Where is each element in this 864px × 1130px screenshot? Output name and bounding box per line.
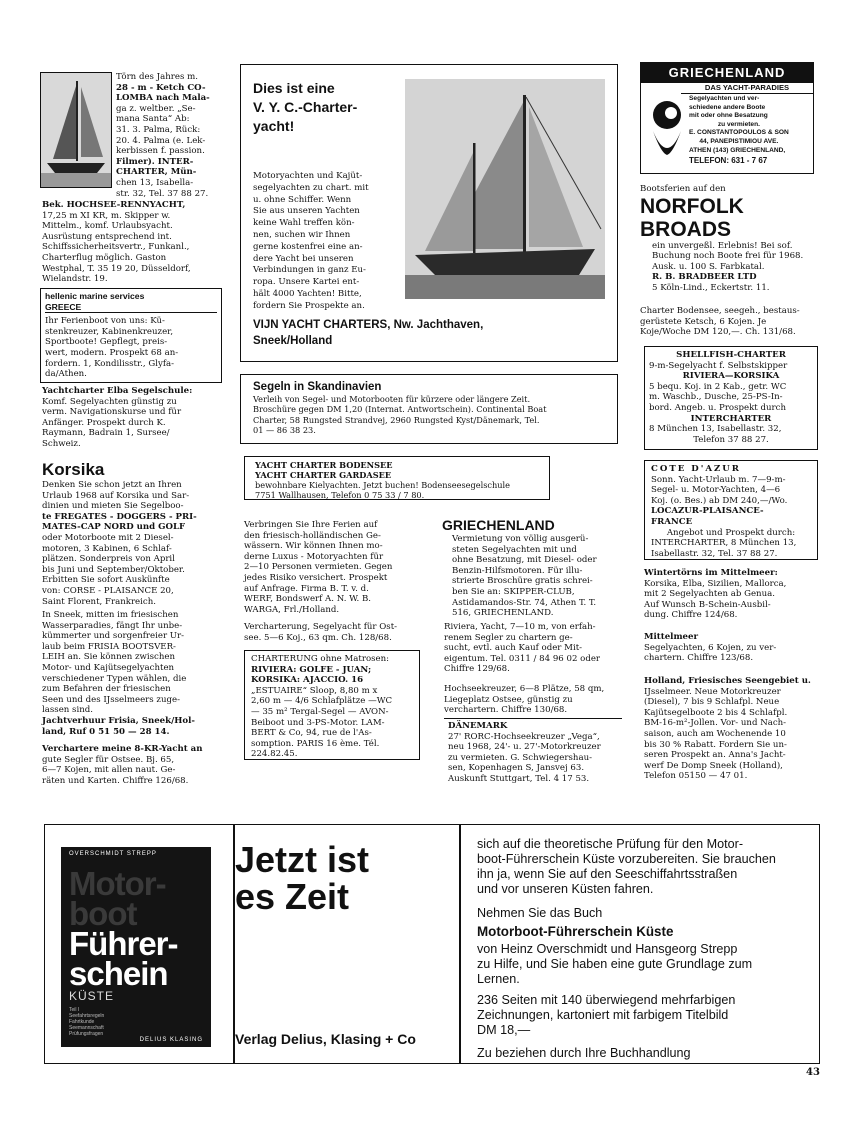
ad-line: — 35 m² Tergal-Segel — AVON- xyxy=(251,706,389,717)
ad-line: te FREGATES - DOGGERS - PRI- xyxy=(42,511,197,522)
ad-line: verchartern. Chiffre 130/68. xyxy=(444,705,568,716)
ad-line: ga z. weltber. „Se- xyxy=(116,103,196,114)
book-text-line: von Heinz Overschmidt und Hansgeorg Strepp xyxy=(477,942,738,956)
ad-line: gerüstete Ketsch, 6 Kojen. Je xyxy=(640,316,767,327)
ketch-icon xyxy=(405,79,605,299)
ad-hellenic-marine xyxy=(40,288,222,383)
ad-sneek-frisia xyxy=(42,610,222,737)
ad-line: Ausrüstung entsprechend int. xyxy=(42,231,172,242)
ad-line: Motoryachten und Kajüt- xyxy=(253,171,363,181)
ad-line: BM-16-m²-Jollen. Vor- und Nach- xyxy=(644,718,787,729)
ad-line: somption. PARIS 16 ème. Tél. xyxy=(251,738,380,749)
book-cover-contents-line: Seemannschaft xyxy=(69,1025,104,1031)
ad-line: auf Anfrage. Firma B. T. v. d. xyxy=(244,583,369,594)
ad-riviera-yacht xyxy=(444,622,622,675)
ad-line: Schweiz. xyxy=(42,438,81,449)
ad-line: Sonn. Yacht-Urlaub m. 7—9-m- xyxy=(651,474,786,485)
ad-title: NORFOLK xyxy=(640,194,744,218)
ad-line: Riviera, Yacht, 7—10 m, von erfah- xyxy=(444,622,596,632)
ad-motorboot-buch xyxy=(44,824,820,1064)
book-headline-line: Jetzt ist xyxy=(235,839,370,880)
ad-line: see. 5—6 Koj., 63 qm. Ch. 128/68. xyxy=(244,632,392,643)
ad-line: mit oder ohne Besatzung xyxy=(689,112,768,120)
ad-line: Komf. Segelyachten günstig zu xyxy=(42,396,177,407)
ad-line: Verbringen Sie Ihre Ferien auf xyxy=(244,520,378,530)
ad-line: renem Segler zu chartern ge- xyxy=(444,632,573,643)
ad-line: werf De Domp Sneek (Holland), xyxy=(644,760,783,771)
ad-line: Urlaub 1968 auf Korsika und Sar- xyxy=(42,490,190,501)
ad-line: Korsika, Elba, Sizilien, Mallorca, xyxy=(644,578,787,589)
ad-line: Denken Sie schon jetzt an Ihren xyxy=(42,480,182,490)
ad-line: neu 1968, 24'- u. 27'-Motorkreuzer xyxy=(448,742,601,753)
ad-cote-azur xyxy=(644,460,818,560)
ad-line: 20. 4. Palma (e. Lek- xyxy=(116,135,206,146)
ad-line: ohne Besatzung, mit Diesel- oder xyxy=(452,555,597,566)
ad-line: segelyachten zu chart. mit xyxy=(253,182,369,193)
ad-line: BERT & Co, 94, rue de l'As- xyxy=(251,728,372,739)
ad-line: Ausk. u. 100 S. Farbkatal. xyxy=(652,261,765,272)
ad-line: sucht, evtl. auch Kauf oder Mit- xyxy=(444,643,583,654)
ad-title: Korsika xyxy=(42,460,105,479)
ad-toern xyxy=(116,72,221,199)
ad-footer-line: Sneek/Holland xyxy=(253,335,333,347)
book-cover-title-line: Motor- xyxy=(69,865,166,902)
ad-line: IJsselmeer. Neue Motorkreuzer xyxy=(644,686,781,697)
ad-line: Buchung noch Boote frei für 1968. xyxy=(652,251,804,262)
ad-line: bewohnbare Kielyachten. Jetzt buchen! Bodenseesegelschule xyxy=(255,480,510,490)
ad-title: YACHT CHARTER GARDASEE xyxy=(255,470,392,480)
ad-line: wert, modern. Prospekt 68 an- xyxy=(45,347,179,358)
ad-line: bord. Angeb. u. Prospekt durch xyxy=(649,402,786,413)
ad-line: 31. 3. Palma, Rück: xyxy=(116,124,201,135)
ad-line: Chiffre 129/68. xyxy=(444,664,510,675)
book-headline-line: es Zeit xyxy=(235,876,350,917)
ad-line: fordern Sie Prospekte an. xyxy=(253,300,365,311)
book-text-line: ihn ja, wenn Sie auf den Seeschiffahrtsstraßen xyxy=(477,867,738,881)
ad-line: Vermietung von völlig ausgerü- xyxy=(452,534,589,544)
ad-line: „ESTUAIRE“ Sloop, 8,80 m x xyxy=(251,685,378,696)
sailboat-icon xyxy=(41,73,111,187)
ad-line: Charterflug möglich. Gaston xyxy=(42,252,167,263)
ad-line: Hochseekreuzer, 6—8 Plätze, 58 qm, xyxy=(444,684,605,694)
ad-line: kerbissen f. passion. xyxy=(116,146,205,157)
ad-title: GRIECHENLAND xyxy=(442,517,555,533)
ad-line: Charter Bodensee, seegeh., bestaus- xyxy=(640,306,800,316)
ad-banner: GRIECHENLAND xyxy=(641,63,813,83)
ad-line: land, Ruf 0 51 50 — 28 14. xyxy=(42,726,170,737)
ad-line: lassen sind. xyxy=(42,705,93,716)
ad-line: nen, suchen wir Ihnen xyxy=(253,229,351,240)
ad-line: SHELLFISH-CHARTER xyxy=(676,350,786,360)
ad-line: str. 32, Tel. 37 88 27. xyxy=(116,188,209,199)
book-title: Motorboot-Führerschein Küste xyxy=(477,924,674,939)
ad-friesisch-holland xyxy=(244,520,420,615)
ad-line: Yachtcharter Elba Segelschule: xyxy=(42,386,193,396)
ad-line: dinien und mieten Sie Segelboo- xyxy=(42,501,184,512)
ad-line: ATHEN (143) GRIECHENLAND, xyxy=(689,146,786,154)
ad-line: zu vermieten. G. Schwiegershau- xyxy=(448,752,593,763)
ad-korsika xyxy=(42,460,222,607)
ad-elba xyxy=(42,386,222,450)
book-cover-subtitle: KÜSTE xyxy=(69,989,115,1003)
ad-ostsee-vercharterung xyxy=(244,622,420,643)
ad-holland-seengebiet xyxy=(644,676,820,782)
ad-line: von: CORSE - PLAISANCE 20, xyxy=(42,585,174,596)
ad-line: 17,25 m XI KR, m. Skipper w. xyxy=(42,210,171,221)
ad-line: chen 13, Isabella- xyxy=(116,177,194,188)
ad-line: CHARTERUNG ohne Matrosen: xyxy=(251,654,390,664)
ad-line: 516, GRIECHENLAND. xyxy=(452,608,554,619)
ad-line: Verbindungen in ganz Eu- xyxy=(253,265,366,276)
ad-body xyxy=(253,171,369,313)
ad-title-line: V. Y. C.-Charter- xyxy=(253,99,358,115)
ad-line: Telefon 37 88 27. xyxy=(693,434,769,445)
book-cover-publisher: DELIUS KLASING xyxy=(139,1037,203,1043)
ad-line: u. ohne Schiffer. Wenn xyxy=(253,194,352,205)
ad-line: zu vermieten. xyxy=(717,120,760,128)
ad-line: Bek. HOCHSEE-RENNYACHT, xyxy=(42,200,186,210)
book-cover-contents-line: Fahrtkunde xyxy=(69,1019,95,1025)
ad-line: Koje/Woche DM 120,—. Ch. 131/68. xyxy=(640,327,796,338)
ad-line: Broschüre gegen DM 1,20 (Internat. Antwortschein). Continental Boat xyxy=(253,404,547,415)
ad-line: ropa. Unsere Kartei ent- xyxy=(253,277,360,288)
ad-title: BROADS xyxy=(640,217,732,241)
ad-line: In Sneek, mitten im friesischen xyxy=(42,610,179,620)
ad-line: sen, Kopenhagen S, Jansvej 63. xyxy=(448,763,585,774)
ad-line: zum Befahren der friesischen xyxy=(42,684,171,695)
ad-line: Segelyachten, 6 Kojen, zu ver- xyxy=(644,642,777,653)
ad-line: Filmer). INTER- xyxy=(116,156,194,167)
ad-line: 7751 Wallhausen, Telefon 0 75 33 / 7 80. xyxy=(255,490,425,500)
book-cover-title-line: Führer- xyxy=(69,925,178,962)
ad-line: derne Luxus - Motoryachten für xyxy=(244,551,384,562)
ad-line: fordern. 1, Kondilisstr., Glyfa- xyxy=(45,358,175,369)
ad-line: ein unvergeßl. Erlebnis! Bei sof. xyxy=(652,240,793,251)
ad-line: Mittelmeer xyxy=(644,632,699,642)
ad-line: LEIH an. Sie können zwischen xyxy=(42,652,175,663)
ad-line: WARGA, Frl./Holland. xyxy=(244,604,340,615)
book-text-line: DM 18,— xyxy=(477,1023,531,1037)
ad-line: laub beim FRISIA BOOTSVER- xyxy=(42,641,176,652)
book-cover-contents-line: Teil I xyxy=(69,1007,80,1013)
ad-line: verschiedener Typen wählen, die xyxy=(42,673,187,684)
ad-line: LOMBA nach Mala- xyxy=(116,93,210,104)
ad-line: Koj. (o. Bes.) ab DM 240,—/Wo. xyxy=(651,495,788,506)
ad-hochseekreuzer xyxy=(444,684,622,716)
ad-line: RIVIERA: GOLFE - JUAN; xyxy=(251,664,372,675)
ad-footer-line: VIJN YACHT CHARTERS, Nw. Jachthaven, xyxy=(253,319,484,331)
ad-line: steten Segelyachten mit und xyxy=(452,544,577,555)
ad-line: Liegeplatz Ostsee, günstig zu xyxy=(444,694,573,705)
ad-line: Motor- und Kajütsegelyachten xyxy=(42,662,175,673)
ad-line: MATES-CAP NORD und GOLF xyxy=(42,522,186,533)
ad-line: Segel- u. Motor-Yachten, 4—6 xyxy=(651,485,781,496)
ad-line: INTERCHARTER, 8 München 13, xyxy=(651,538,797,549)
ad-mittelmeer xyxy=(644,632,820,664)
sailboat-photo xyxy=(40,72,112,188)
ad-shellfish-charter xyxy=(644,346,818,450)
ad-line: Angebot und Prospekt durch: xyxy=(666,527,796,538)
book-text-line: sich auf die theoretische Prüfung für den Motor- xyxy=(477,837,744,851)
ad-line: dung. Chiffre 124/68. xyxy=(644,610,738,621)
ad-line: 2—10 Personen vermieten. Gegen xyxy=(244,562,393,573)
ad-line: Charter, 58 Rungsted Strandvej, 2960 Rungsted Kyst/Dänemark, Tel. xyxy=(253,414,540,425)
ad-8kr-yacht xyxy=(42,744,222,786)
ad-line: 5 Köln-Lind., Eckertstr. 11. xyxy=(652,282,770,293)
ad-line: Wintertörns im Mittelmeer: xyxy=(644,568,778,578)
ad-line: Vercharterung, Segelyacht für Ost- xyxy=(244,622,398,632)
ad-line: schiedene andere Boote xyxy=(689,103,766,111)
ad-line: strierte Broschüre gratis schrei- xyxy=(452,576,593,587)
ad-line: Raymann, Badrain 1, Sursee/ xyxy=(42,428,170,439)
ad-line: gute Segler für Ostsee. Bj. 65, xyxy=(42,754,175,765)
book-cover-title-line: schein xyxy=(69,955,168,992)
book-text-line: und vor unseren Küsten fahren. xyxy=(477,882,654,896)
ad-line: den friesisch-holländischen Ge- xyxy=(244,530,381,541)
ad-line: da/Athen. xyxy=(45,369,87,380)
ad-line: Auskunft Stuttgart, Tel. 4 17 53. xyxy=(448,773,590,784)
ad-line: wässern. Wir können Ihnen mo- xyxy=(244,541,383,552)
ad-yacht-charter-bodensee xyxy=(244,456,550,500)
ad-line: Schiffssicherheitsvertr., Funkanl., xyxy=(42,242,190,253)
ad-line: TELEFON: 631 - 7 67 xyxy=(689,156,768,166)
ad-line: oder Motorboote mit 2 Diesel- xyxy=(42,532,174,543)
ad-body xyxy=(689,95,789,166)
ad-line: bis 30 % Rabatt. Fordern Sie un- xyxy=(644,739,787,750)
ad-vyc-charter xyxy=(240,64,618,362)
ad-line: dere Yacht bei unseren xyxy=(253,253,354,264)
ad-line: Törn des Jahres m. xyxy=(116,72,198,82)
ad-line: verm. Navigationskurse und für xyxy=(42,407,182,418)
book-divider-2 xyxy=(459,825,461,1063)
ad-title-line: Dies ist eine xyxy=(253,80,335,96)
ad-line: Seen und des IJsselmeers zuge- xyxy=(42,694,180,705)
ad-line: Auf Wunsch B-Schein-Ausbil- xyxy=(644,599,771,610)
book-text-line: 236 Seiten mit 140 überwiegend mehrfarbigen xyxy=(477,993,736,1007)
ad-line: Erbitten Sie sofort Auskünfte xyxy=(42,575,170,586)
book-text-line: Lernen. xyxy=(477,972,520,986)
ad-line: 6—7 Kojen, mit allen naut. Ge- xyxy=(42,765,176,776)
ad-line: Sie aus unseren Yachten xyxy=(253,206,360,217)
ad-line: 5 bequ. Koj. in 2 Kab., getr. WC xyxy=(649,381,787,392)
ad-line: chartern. Chiffre 123/68. xyxy=(644,653,754,664)
ad-line: 44, PANEPISTIMIOU AVE. xyxy=(699,137,779,145)
ad-line: Telefon 05150 — 47 01. xyxy=(644,771,748,782)
ad-subtitle: DAS YACHT-PARADIES xyxy=(681,83,813,94)
ad-line: mit 2 Segelyachten ab Genua. xyxy=(644,589,775,600)
ad-line: saison, auch am Wochenende 10 xyxy=(644,728,786,739)
ad-line: INTERCHARTER xyxy=(690,413,772,424)
ad-line: Mittelm., komf. Urlaubsyacht. xyxy=(42,221,173,232)
ad-line: Ihr Ferienboot von uns: Kü- xyxy=(45,316,165,327)
ad-line: RIVIERA—KORSIKA xyxy=(682,371,780,382)
ad-line: FRANCE xyxy=(651,516,693,527)
ad-line: plätzen. Sonderpreis von April xyxy=(42,554,175,565)
book-cover-contents-line: Seefahrtsregeln xyxy=(69,1013,105,1019)
ad-line: Beiboot und 3-PS-Motor. LAM- xyxy=(251,717,385,728)
ad-line: COTE D'AZUR xyxy=(651,464,741,474)
ad-riviera-lambert xyxy=(244,650,420,760)
ad-griechenland-skipper-club xyxy=(442,516,622,619)
book-cover-contents xyxy=(69,1007,104,1037)
book-text-b: Nehmen Sie das Buch xyxy=(477,906,603,920)
ad-title: hellenic marine services xyxy=(45,291,145,301)
ad-line: Wasserparadies, fängt Ihr unbe- xyxy=(42,620,183,631)
ad-line: 01 — 86 38 23. xyxy=(253,425,316,436)
ad-wintertoerns xyxy=(644,568,820,621)
book-cover-authors: OVERSCHMIDT STREPP xyxy=(69,851,157,857)
ad-line: Sportboote! Gepflegt, preis- xyxy=(45,337,168,348)
ad-title: YACHT CHARTER BODENSEE xyxy=(255,460,393,470)
ad-hochsee-rennyacht xyxy=(42,200,222,285)
ad-charter-bodensee-ketsch xyxy=(640,306,818,338)
ad-line: kümmerter und sorgenfreier Ur- xyxy=(42,631,185,642)
ad-footer xyxy=(253,317,483,349)
ad-line: WERF, Bondswerf A. N. W. B. xyxy=(244,594,372,605)
page-number: 43 xyxy=(806,1067,820,1078)
ad-daenemark xyxy=(444,718,622,784)
ad-line: CHARTER, Mün- xyxy=(116,167,197,178)
ad-line: bis Juni und September/Oktober. xyxy=(42,564,185,575)
book-text-line: zu Hilfe, und Sie haben eine gute Grundlage zum xyxy=(477,957,753,971)
ad-norfolk-broads xyxy=(640,184,818,294)
ad-line: Kajütsegelboote 2 bis 4 Schlafpl. xyxy=(644,707,788,718)
ad-line: R. B. BRADBEER LTD xyxy=(652,272,757,283)
book-cover-title xyxy=(69,865,178,992)
ad-title-line: yacht! xyxy=(253,118,295,134)
ad-line: Saint Florent, Frankreich. xyxy=(42,596,156,607)
ad-griechenland-yachtparadies xyxy=(640,62,814,174)
ad-line: hält 4000 Yachten! Bitte, xyxy=(253,288,362,299)
ad-title xyxy=(253,79,357,136)
ad-line: (Diesel), 7 bis 9 Schlafpl. Neue xyxy=(644,697,780,708)
yacht-logo-icon xyxy=(647,95,687,167)
ad-line: keine Wahl treffen kön- xyxy=(253,218,355,229)
ad-line: seren Prospekt an. Anna's Jacht- xyxy=(644,750,786,761)
ad-line: Holland, Friesisches Seengebiet u. xyxy=(644,676,811,686)
book-description xyxy=(477,837,817,1061)
book-text-line: Zeichnungen, kartoniert mit farbigem Titelbild xyxy=(477,1008,729,1022)
ad-title: Segeln in Skandinavien xyxy=(253,381,382,393)
ad-line: Anfänger. Prospekt durch K. xyxy=(42,417,166,428)
ad-line: Wielandstr. 19. xyxy=(42,274,108,285)
ad-line: Westphal, T. 35 19 20, Düsseldorf, xyxy=(42,263,191,274)
ad-line: stenkreuzer, Kabinenkreuzer, xyxy=(45,326,174,337)
ad-skandinavien xyxy=(240,374,618,444)
ad-line: 224.82.45. xyxy=(251,749,298,760)
ad-line: gerne kostenfrei eine an- xyxy=(253,241,363,252)
ad-line: Verchartere meine 8-KR-Yacht an xyxy=(42,744,203,754)
ad-line: motoren, 3 Kabinen, 6 Schlaf- xyxy=(42,543,172,554)
ad-line: KORSIKA: AJACCIO. 16 xyxy=(251,675,364,686)
ad-line: m. Waschb., Dusche, 25-PS-In- xyxy=(649,392,783,403)
ad-line: eigentum. Tel. 0311 / 84 96 02 oder xyxy=(444,653,601,664)
ad-intro: Bootsferien auf den xyxy=(640,184,726,194)
book-text-line: boot-Führerschein Küste vorzubereiten. Sie brauchen xyxy=(477,852,776,866)
ad-line: Verleih von Segel- und Motorbooten für kürzere oder längere Zeit. xyxy=(253,394,531,404)
ad-line: Isabellastr. 32, Tel. 37 88 27. xyxy=(651,548,778,559)
ad-line: ben Sie an: SKIPPER-CLUB, xyxy=(452,586,575,597)
ad-line: 9-m-Segelyacht f. Selbstskipper xyxy=(649,360,788,371)
ad-line: 2,60 m — 4/6 Schlafplätze —WC xyxy=(251,696,393,707)
ad-line: jedes Risiko versichert. Prospekt xyxy=(244,572,388,583)
ad-line: Benzin-Hilfsmotoren. Für illu- xyxy=(452,565,583,576)
ad-line: 28 - m - Ketch CO- xyxy=(116,82,206,93)
ad-line: E. CONSTANTOPOULOS & SON xyxy=(689,129,789,137)
book-cover-contents-line: Prüfungsfragen xyxy=(69,1031,104,1037)
book-cover-title-line: boot xyxy=(69,895,137,932)
ad-title: DÄNEMARK xyxy=(448,721,508,731)
ad-line: räten und Karten. Chiffre 126/68. xyxy=(42,775,189,786)
ad-title: GREECE xyxy=(45,302,217,314)
book-publisher: Verlag Delius, Klasing + Co xyxy=(235,1031,416,1047)
ad-line: 8 München 13, Isabellastr. 32, xyxy=(649,424,782,435)
ad-line: 27' RORC-Hochseekreuzer „Vega“, xyxy=(448,731,600,742)
charter-yacht-photo xyxy=(405,79,605,299)
ad-line: LOCAZUR-PLAISANCE- xyxy=(651,506,764,517)
ad-line: mana Santa“ Ab: xyxy=(116,114,190,125)
ad-line: Segelyachten und ver- xyxy=(689,95,760,102)
book-text-e: Zu beziehen durch Ihre Buchhandlung xyxy=(477,1046,691,1060)
book-headline xyxy=(235,841,369,915)
book-cover xyxy=(61,847,211,1047)
ad-line: Astidamandos-Str. 74, Athen T. T. xyxy=(452,597,597,608)
ad-line: Jachtverhuur Frisia, Sneek/Hol- xyxy=(42,715,195,726)
